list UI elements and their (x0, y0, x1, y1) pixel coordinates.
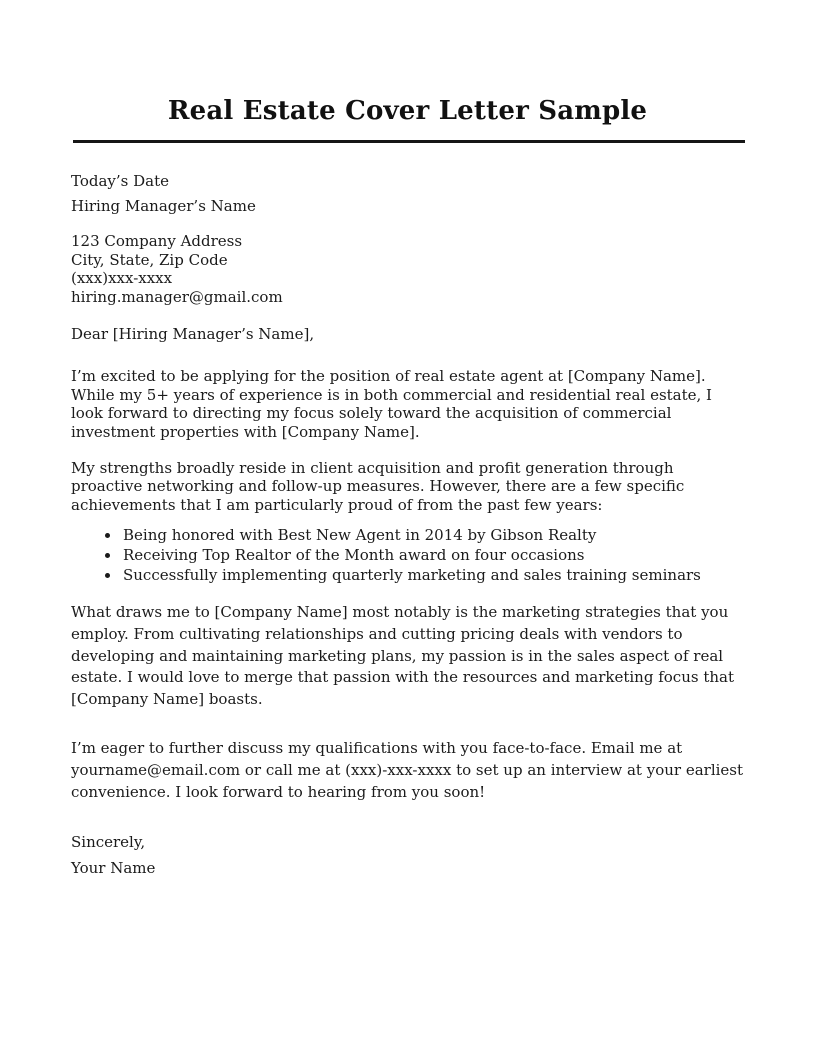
address-city-line: City, State, Zip Code (71, 250, 228, 269)
hiring-manager-line: Hiring Manager’s Name (71, 196, 256, 215)
address-email-line: hiring.manager@gmail.com (71, 287, 283, 306)
title-divider-rule (73, 140, 745, 143)
paragraph-company-interest: What draws me to [Company Name] most notably is the marketing strategies that you employ. From cultivating relationships and cutting pricing deals with vendors to developing and maintaining marketing plans, my passion is in the sales aspect of real estate. I would love to merge that passion with the resources and marketing focus that [Company Name] boasts. (71, 603, 734, 709)
achievement-item: • Successfully implementing quarterly marketing and sales training seminars (121, 566, 747, 586)
letter-body (71, 172, 747, 878)
paragraph-call-to-action: I’m eager to further discuss my qualifications with you face-to-face. Email me at yourname@email.com or call me at (xxx)-xxx-xxxx to set up an interview at your earliest convenience. I look forward to hearing from you soon! (71, 739, 744, 801)
address-phone-line: (xxx)xxx-xxxx (71, 269, 173, 288)
achievement-item: • Receiving Top Realtor of the Month award on four occasions (121, 546, 747, 566)
achievements-list (71, 526, 747, 585)
page-title: Real Estate Cover Letter Sample (167, 96, 648, 126)
signature-name: Your Name (71, 859, 156, 878)
closing-line: Sincerely, (71, 833, 146, 852)
paragraph-strengths: My strengths broadly reside in client acquisition and profit generation through proactive networking and follow-up measures. However, there are a few specific achievements that I am particularly proud of from the past few years: (71, 458, 685, 514)
address-block (71, 232, 747, 306)
date-line: Today’s Date (71, 172, 169, 190)
achievement-item: • Being honored with Best New Agent in 2014 by Gibson Realty (121, 526, 747, 546)
paragraph-intro: I’m excited to be applying for the position of real estate agent at [Company Name]. While my 5+ years of experience is in both commercial and residential real estate, I look forward to directing my focus solely toward the acquisition of commercial investment properties with [Company Name]. (71, 367, 712, 441)
salutation: Dear [Hiring Manager’s Name], (71, 324, 315, 343)
address-street-line: 123 Company Address (71, 232, 243, 251)
